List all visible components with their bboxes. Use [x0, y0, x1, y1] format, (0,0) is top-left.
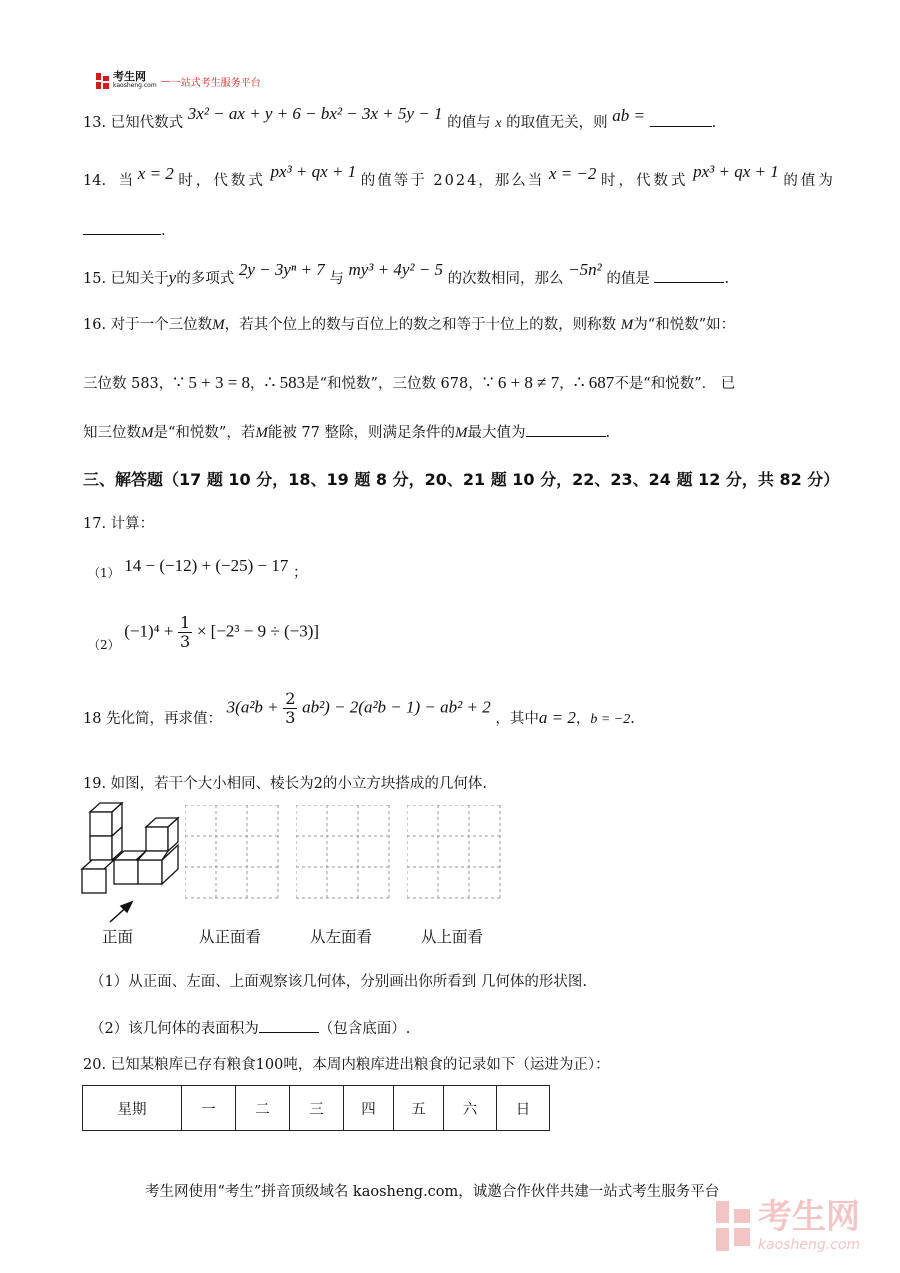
watermark-icon — [716, 1201, 752, 1251]
q15-v: y — [168, 268, 177, 287]
q20-table — [82, 1085, 550, 1131]
q17-p2-a: (−1)⁴ + — [124, 621, 174, 641]
q17-p1-expr: 14 − (−12) + (−25) − 17 — [124, 556, 289, 575]
q17-num: 17. — [83, 516, 107, 532]
q17-p2-frac-den: 3 — [180, 632, 191, 651]
table-header-cell: 五 — [394, 1086, 444, 1131]
q18-e-a: 3(a²b + — [226, 697, 279, 717]
cube-left-mid — [90, 836, 112, 860]
q14-t4: 时，代数式 — [601, 173, 689, 189]
q13-expr: 3x² − ax + y + 6 − bx² − 3x + 5y − 1 — [187, 104, 443, 123]
q16-l2e2: ∴ 583 — [264, 373, 306, 392]
q15-t1: 已知关于 — [110, 271, 169, 287]
q15-blank[interactable] — [654, 268, 724, 283]
header-logo — [96, 72, 261, 90]
q16-l3b: 是“和悦数”，若 — [153, 425, 256, 441]
q18-e-b: ab²) − 2(a²b − 1) − ab² + 2 — [302, 697, 491, 717]
grid-left-view[interactable] — [296, 805, 391, 900]
q15-e3: −5n² — [568, 260, 602, 279]
q18-e3: b = −2 — [590, 711, 631, 727]
q16-l2f: 不是“和悦数”． 已 — [614, 376, 736, 392]
q18-frac-den: 3 — [285, 708, 296, 727]
q14-e2: px³ + qx + 1 — [270, 162, 357, 181]
q18-t2: ，其中 — [495, 710, 539, 727]
q18-frac — [283, 690, 297, 727]
table-header-cell: 星期 — [83, 1086, 182, 1131]
q17-title-text: 计算： — [110, 516, 155, 532]
q14-num: 14. — [83, 173, 107, 189]
q17-p2-label: （2） — [88, 637, 120, 652]
q18-num: 18 — [83, 710, 102, 727]
q16-l2c: 是“和悦数”，三位数 678， — [305, 376, 483, 392]
q20-text-a: 已知某粮库已存有粮食 — [110, 1057, 256, 1073]
q13-text-a: 已知代数式 — [110, 115, 184, 131]
cube-right-upper — [146, 827, 168, 851]
q14-t2: 时，代数式 — [178, 173, 266, 189]
q20 — [83, 1055, 610, 1075]
q19-p2-a: （2）该几何体的表面积为 — [90, 1021, 259, 1037]
q18-frac-num: 2 — [285, 689, 296, 708]
q16-l2b: ， — [250, 376, 265, 392]
q17-title — [83, 514, 154, 534]
logo-slogan-prefix: — — [160, 75, 171, 87]
cube-figure — [80, 800, 182, 925]
q19-p2 — [90, 1018, 410, 1039]
q15-e2: my³ + 4y² − 5 — [348, 260, 443, 279]
q16-line2 — [83, 373, 735, 394]
q16-l1a: 对于一个三位数 — [110, 317, 213, 333]
q16-l2a: 三位数 583， — [83, 376, 174, 392]
q14-t1: 当 — [118, 173, 134, 189]
q16-l2e3: ∵ 6 + 8 ≠ 7 — [482, 373, 560, 392]
q16-l2d: ， — [559, 376, 574, 392]
q19-blank[interactable] — [259, 1018, 319, 1033]
q15-t2: 的多项式 — [176, 271, 235, 287]
q13-ans: ab = — [612, 106, 645, 125]
q17-part2 — [88, 614, 319, 651]
table-header-cell: 一 — [182, 1086, 236, 1131]
table-header-cell: 二 — [236, 1086, 290, 1131]
q13-text-c: 的取值无关，则 — [506, 115, 608, 131]
grid-front-view[interactable] — [185, 805, 280, 900]
q19-p1: （1）从正面、左面、上面观察该几何体，分别画出你所看到 几何体的形状图. — [90, 974, 587, 990]
q16-M4: M — [255, 425, 268, 441]
logo-domain: kaosheng.com — [113, 82, 157, 89]
q14 — [83, 162, 836, 191]
q18 — [83, 690, 635, 727]
q16-line1 — [83, 315, 735, 335]
q14-blank[interactable] — [83, 220, 161, 235]
q18-text: 先化简，再求值： — [106, 710, 223, 727]
q20-num: 20. — [83, 1057, 107, 1073]
q19-title — [83, 774, 487, 794]
q15-e1: 2y − 3yⁿ + 7 — [238, 260, 325, 279]
q15-num: 15. — [83, 271, 107, 287]
q14-e1: x = 2 — [137, 164, 174, 183]
q19-p2-b: （包含底面）. — [318, 1021, 411, 1037]
q19-edge: 2 — [313, 776, 323, 792]
q15: 15. 已知关于y的多项式 2y − 3yⁿ + 7 与 my³ + 4y² − 5 的次数相同，那么 −5n² 的值是 . — [83, 260, 730, 287]
q16-l2e1: ∵ 5 + 3 = 8 — [173, 373, 251, 392]
label-view-front: 从正面看 — [199, 928, 262, 946]
cube-bottom-2 — [114, 860, 138, 884]
q19-text-b: 的小立方块搭成的几何体. — [322, 776, 488, 792]
q14-e4: px³ + qx + 1 — [693, 162, 779, 181]
label-view-left: 从左面看 — [310, 928, 373, 946]
cube-bottom-1 — [82, 869, 106, 893]
q13-blank[interactable] — [650, 112, 712, 127]
q13: 13. 已知代数式 3x² − ax + y + 6 − bx² − 3x + 5y − 1 的值与 x 的取值无关，则 ab = . — [83, 104, 717, 131]
logo-icon — [96, 73, 110, 89]
q20-text-b: 吨，本周内粮库进出粮食的记录如下（运进为正）： — [283, 1057, 610, 1073]
front-arrow — [110, 902, 132, 922]
q16-line3: 知三位数M是“和悦数”，若M能被 77 整除，则满足条件的M最大值为 . — [83, 422, 610, 443]
q16-blank[interactable] — [526, 422, 606, 437]
logo-slogan: 一站式考生服务平台 — [170, 77, 261, 89]
q16-l3c: 能被 77 整除，则满足条件的 — [267, 425, 455, 441]
q15-t4: 的次数相同，那么 — [447, 271, 564, 287]
cube-bottom-3 — [138, 860, 162, 884]
q20-amount: 100 — [255, 1057, 284, 1073]
q15-t3: 与 — [329, 271, 344, 287]
table-row — [83, 1086, 550, 1131]
q16-M1: M — [212, 317, 225, 333]
footer-text: 考生网使用“考生”拼音顶级域名 kaosheng.com，诚邀合作伙伴共建一站式考生服务平台 — [145, 1184, 720, 1200]
q13-num: 13. — [83, 115, 107, 131]
section3-title: 三、解答题（17 题 10 分，18、19 题 8 分，20、21 题 10 分，22、23、24 题 12 分，共 82 分） — [83, 470, 840, 489]
label-front: 正面 — [102, 928, 134, 946]
watermark-logo — [716, 1197, 861, 1253]
q18-t4: . — [630, 710, 635, 727]
q16-l1c: 为“和悦数”如： — [633, 317, 736, 333]
q16-M2: M — [620, 317, 634, 333]
table-header-cell: 日 — [497, 1086, 550, 1131]
q13-var-x: x — [495, 116, 502, 131]
watermark-name: 考生网 — [758, 1197, 860, 1237]
q16-l3a: 知三位数 — [83, 425, 141, 441]
q17-p2-frac — [178, 614, 192, 651]
cube-left-upper — [90, 812, 112, 836]
q18-t3: ， — [575, 710, 591, 727]
q18-e2: a = 2 — [538, 707, 576, 727]
table-header-cell: 四 — [344, 1086, 394, 1131]
q17-p2-frac-num: 1 — [180, 613, 191, 632]
q14-answer-line: . — [83, 220, 166, 241]
q16-num: 16. — [83, 317, 107, 333]
q19-text-a: 如图，若干个大小相同、棱长为 — [110, 776, 314, 792]
q14-e3: x = −2 — [548, 164, 597, 183]
q17-p1-end: ； — [292, 565, 308, 581]
q16-l1b: ，若其个位上的数与百位上的数之和等于十位上的数，则称数 — [224, 317, 617, 333]
logo-name: 考生网 — [113, 70, 146, 83]
grid-top-view[interactable] — [407, 805, 502, 900]
label-view-top: 从上面看 — [421, 928, 484, 946]
table-header-cell: 三 — [290, 1086, 344, 1131]
q16-l2e4: ∴ 687 — [573, 373, 615, 392]
q19-num: 19. — [83, 776, 107, 792]
q15-t5: 的值是 — [606, 271, 650, 287]
q14-t5: 的值为 — [783, 173, 836, 189]
q17-p1-label: （1） — [88, 566, 120, 580]
q16-M5: M — [455, 425, 468, 441]
q14-t3: 的值等于 2024，那么当 — [360, 173, 545, 189]
table-header-cell: 六 — [444, 1086, 497, 1131]
q17-part1 — [88, 556, 308, 581]
q13-text-b: 的值与 — [447, 115, 491, 131]
q17-p2-b: × [−2³ − 9 ÷ (−3)] — [196, 621, 320, 641]
q16-l3d: 最大值为 — [467, 425, 526, 441]
q16-M3: M — [141, 425, 154, 441]
watermark-domain: kaosheng.com — [758, 1237, 861, 1253]
